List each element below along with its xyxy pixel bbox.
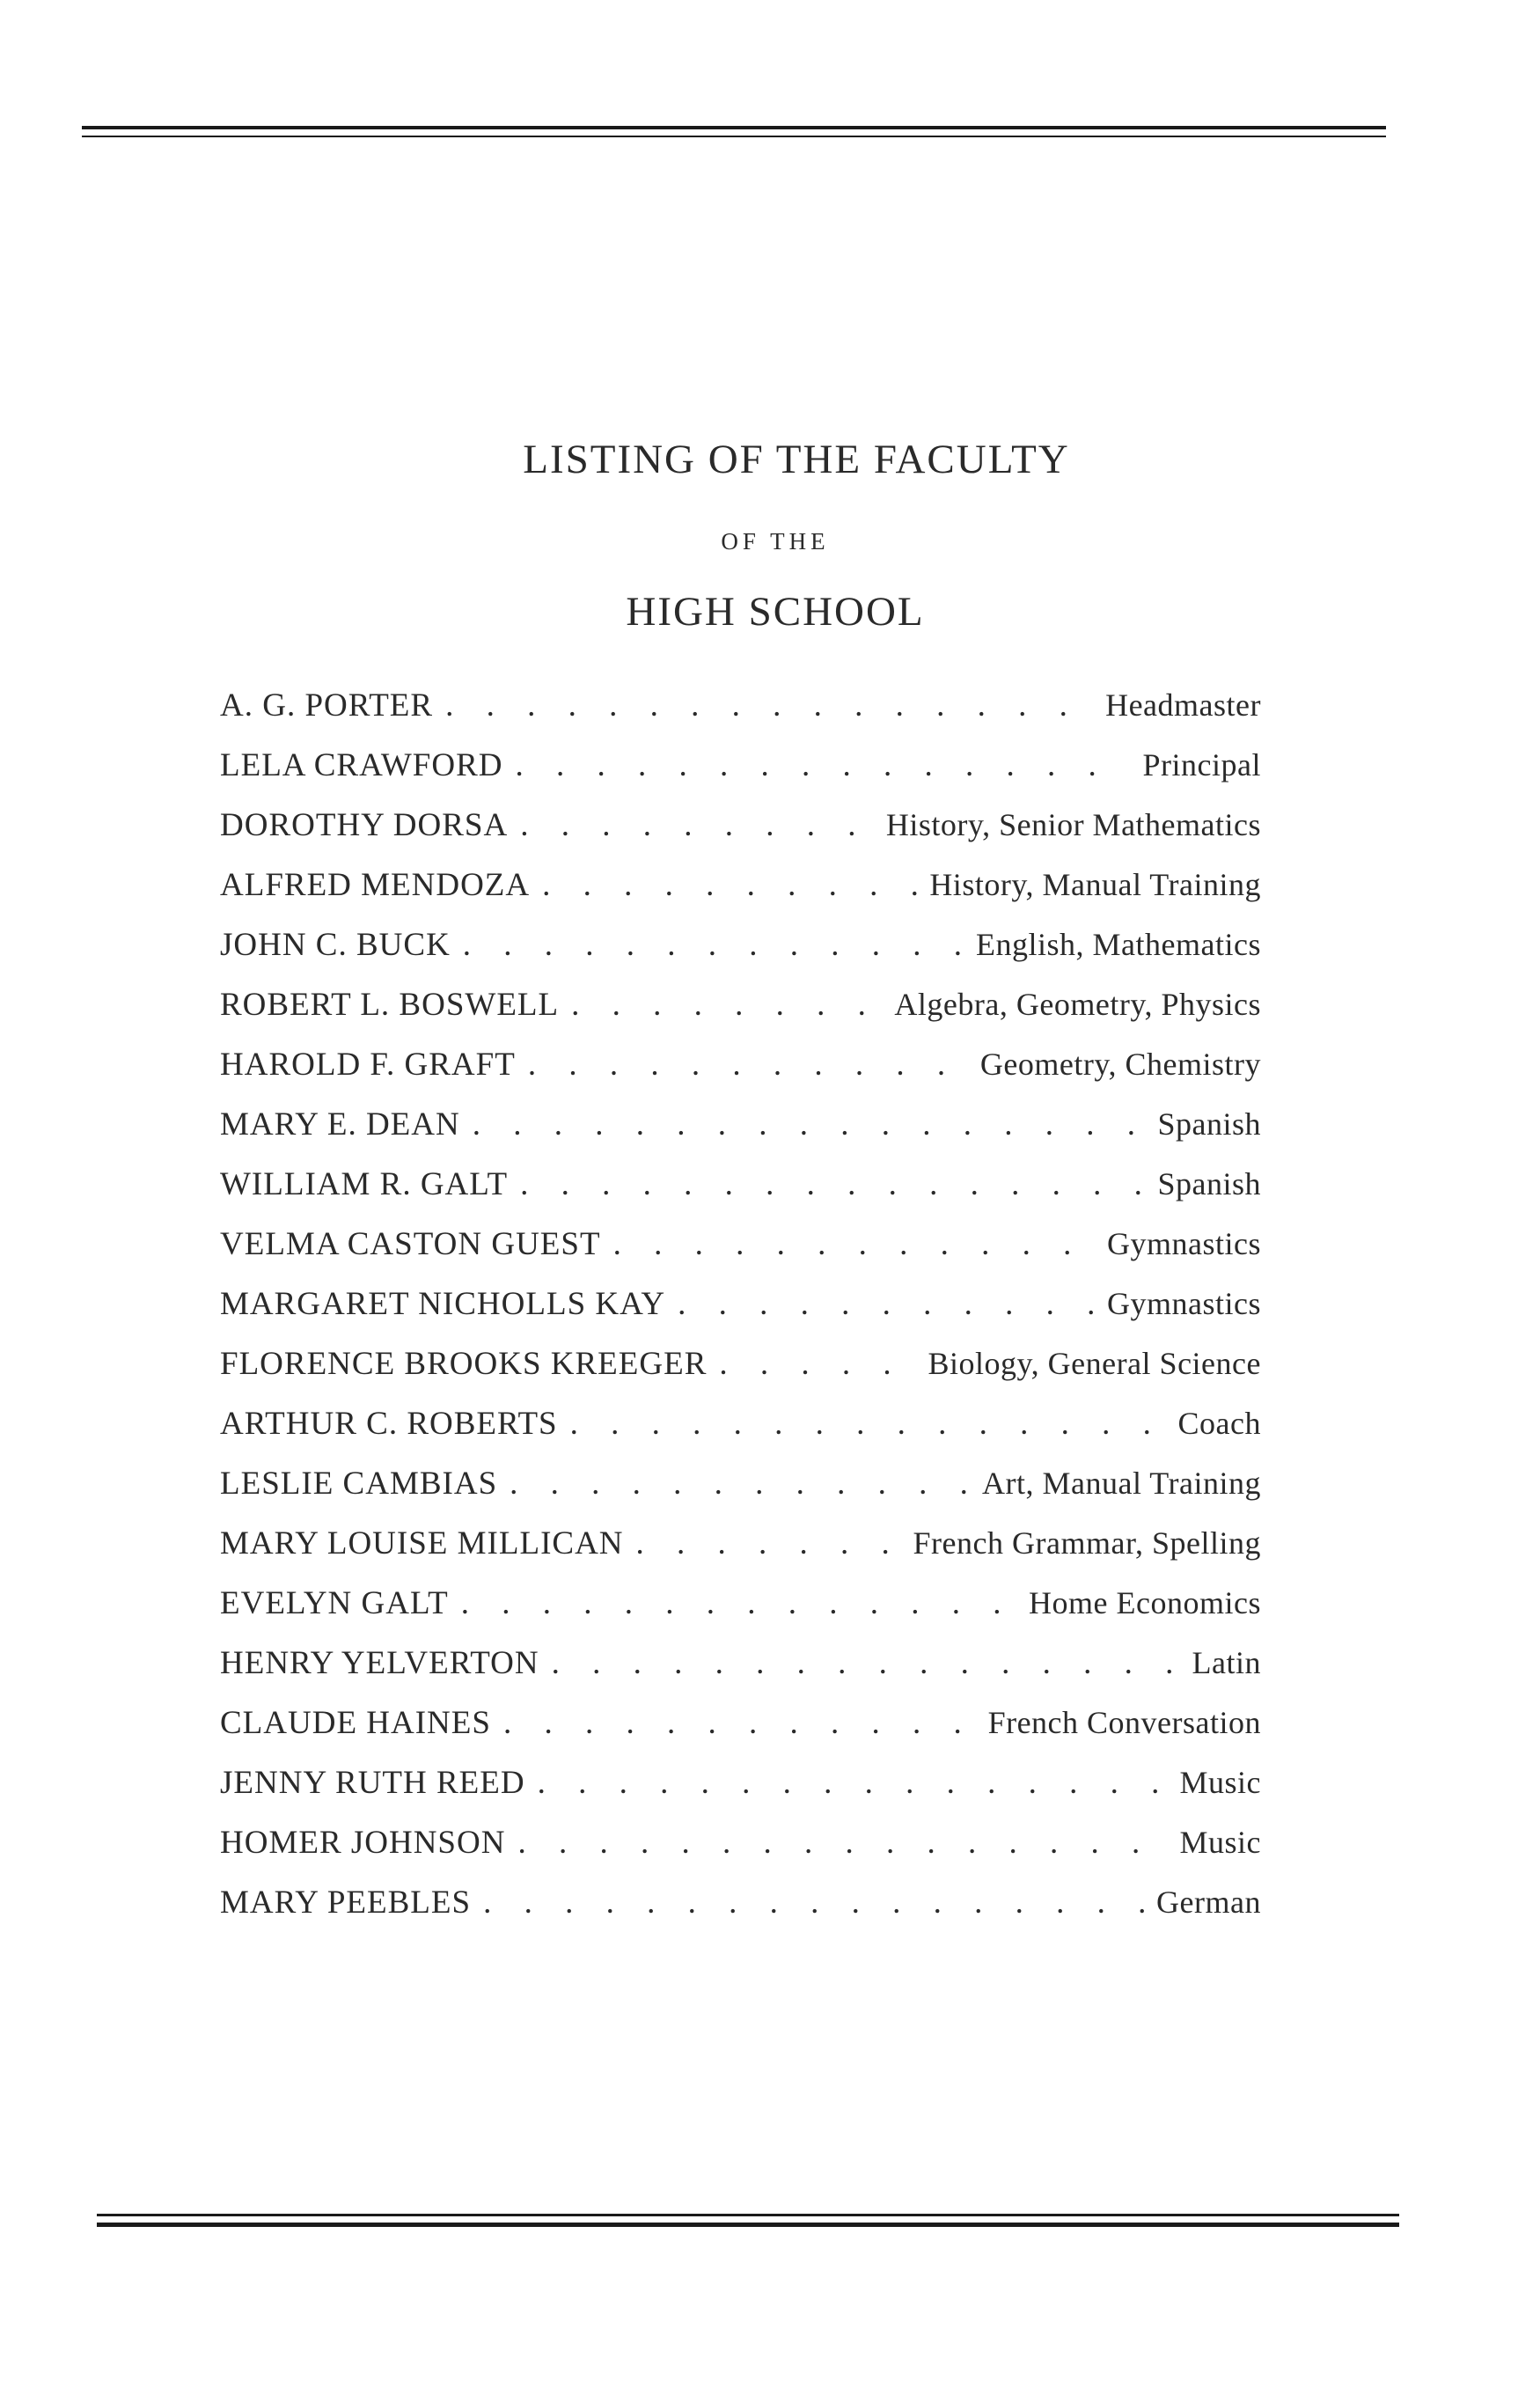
- dot-leader: [552, 1644, 1180, 1682]
- dot-leader: [571, 986, 882, 1024]
- faculty-subject: Geometry, Chemistry: [979, 1047, 1261, 1082]
- faculty-row: [220, 1584, 1261, 1644]
- faculty-row: [220, 1405, 1261, 1465]
- dot-leader: [520, 1165, 1145, 1203]
- faculty-row: [220, 926, 1261, 986]
- faculty-row: [220, 746, 1261, 806]
- dot-leader: [510, 1465, 970, 1503]
- faculty-subject: Algebra, Geometry, Physics: [894, 987, 1261, 1022]
- faculty-subject: Principal: [1142, 747, 1261, 783]
- school-title: HIGH SCHOOL: [626, 589, 925, 635]
- faculty-subject: Spanish: [1157, 1106, 1261, 1142]
- faculty-row: [220, 1704, 1261, 1764]
- dot-leader: [570, 1405, 1166, 1443]
- bottom-rule-line-thin: [97, 2214, 1399, 2216]
- faculty-subject: Home Economics: [1029, 1585, 1261, 1620]
- dot-leader: [483, 1884, 1144, 1921]
- faculty-name: EVELYN GALT: [220, 1585, 449, 1621]
- faculty-subject: Biology, General Science: [928, 1346, 1261, 1381]
- faculty-name: A. G. PORTER: [220, 687, 434, 724]
- page-title: LISTING OF THE FACULTY: [523, 437, 1070, 482]
- faculty-name: DOROTHY DORSA: [220, 807, 509, 843]
- faculty-name: MARGARET NICHOLLS KAY: [220, 1286, 666, 1322]
- faculty-row: [220, 1345, 1261, 1405]
- faculty-name: LESLIE CAMBIAS: [220, 1466, 498, 1502]
- faculty-subject: German: [1156, 1885, 1261, 1920]
- faculty-row: [220, 986, 1261, 1046]
- faculty-subject: Gymnastics: [1107, 1226, 1261, 1261]
- dot-leader: [473, 1106, 1146, 1143]
- dot-leader: [613, 1225, 1095, 1263]
- faculty-subject: Gymnastics: [1107, 1286, 1261, 1321]
- faculty-subject: Art, Manual Training: [981, 1466, 1261, 1501]
- faculty-subject: Latin: [1192, 1645, 1261, 1680]
- faculty-row: [220, 866, 1261, 926]
- dot-leader: [528, 1046, 968, 1084]
- faculty-subject: Coach: [1177, 1406, 1261, 1441]
- faculty-name: HENRY YELVERTON: [220, 1645, 539, 1681]
- faculty-name: MARY E. DEAN: [220, 1106, 460, 1143]
- dot-leader: [463, 926, 964, 964]
- faculty-row: [220, 1225, 1261, 1285]
- top-double-rule: [82, 126, 1386, 152]
- dot-leader: [719, 1345, 915, 1383]
- faculty-row: [220, 1764, 1261, 1824]
- faculty-name: ALFRED MENDOZA: [220, 867, 531, 903]
- faculty-name: ROBERT L. BOSWELL: [220, 987, 560, 1023]
- page-subtitle: OF THE: [721, 528, 830, 555]
- dot-leader: [636, 1525, 901, 1562]
- dot-leader: [503, 1704, 976, 1742]
- faculty-name: HOMER JOHNSON: [220, 1825, 506, 1861]
- faculty-subject: Music: [1179, 1825, 1261, 1860]
- faculty-name: HAROLD F. GRAFT: [220, 1047, 516, 1083]
- dot-leader: [515, 746, 1130, 784]
- faculty-row: [220, 1824, 1261, 1884]
- faculty-name: WILLIAM R. GALT: [220, 1166, 509, 1202]
- faculty-subject: History, Manual Training: [929, 867, 1261, 902]
- bottom-double-rule: [97, 2214, 1399, 2244]
- faculty-subject: Headmaster: [1105, 687, 1261, 723]
- faculty-subject: French Grammar, Spelling: [913, 1525, 1261, 1561]
- faculty-row: [220, 1465, 1261, 1525]
- dot-leader: [542, 866, 917, 904]
- faculty-name: VELMA CASTON GUEST: [220, 1226, 601, 1262]
- faculty-row: [220, 687, 1261, 746]
- faculty-name: MARY LOUISE MILLICAN: [220, 1525, 624, 1561]
- faculty-row: [220, 1165, 1261, 1225]
- faculty-name: MARY PEEBLES: [220, 1885, 472, 1921]
- faculty-subject: History, Senior Mathematics: [885, 807, 1261, 842]
- faculty-list: [220, 687, 1261, 1943]
- dot-leader: [538, 1764, 1168, 1802]
- faculty-row: [220, 1285, 1261, 1345]
- bottom-rule-line-thick: [97, 2223, 1399, 2227]
- dot-leader: [461, 1584, 1016, 1622]
- dot-leader: [678, 1285, 1095, 1323]
- faculty-name: CLAUDE HAINES: [220, 1705, 491, 1741]
- faculty-name: ARTHUR C. ROBERTS: [220, 1406, 558, 1442]
- faculty-name: JENNY RUTH REED: [220, 1765, 525, 1801]
- faculty-row: [220, 806, 1261, 866]
- faculty-name: FLORENCE BROOKS KREEGER: [220, 1346, 708, 1382]
- top-rule-line-thin: [82, 136, 1386, 137]
- faculty-row: [220, 1106, 1261, 1165]
- faculty-row: [220, 1884, 1261, 1943]
- faculty-subject: Spanish: [1157, 1166, 1261, 1201]
- faculty-row: [220, 1046, 1261, 1106]
- faculty-name: LELA CRAWFORD: [220, 747, 503, 783]
- faculty-row: [220, 1644, 1261, 1704]
- top-rule-line-thick: [82, 126, 1386, 129]
- faculty-subject: French Conversation: [987, 1705, 1261, 1740]
- faculty-name: JOHN C. BUCK: [220, 927, 451, 963]
- faculty-subject: English, Mathematics: [976, 927, 1261, 962]
- faculty-subject: Music: [1179, 1765, 1261, 1800]
- dot-leader: [445, 687, 1093, 724]
- dot-leader: [517, 1824, 1167, 1862]
- faculty-row: [220, 1525, 1261, 1584]
- dot-leader: [520, 806, 874, 844]
